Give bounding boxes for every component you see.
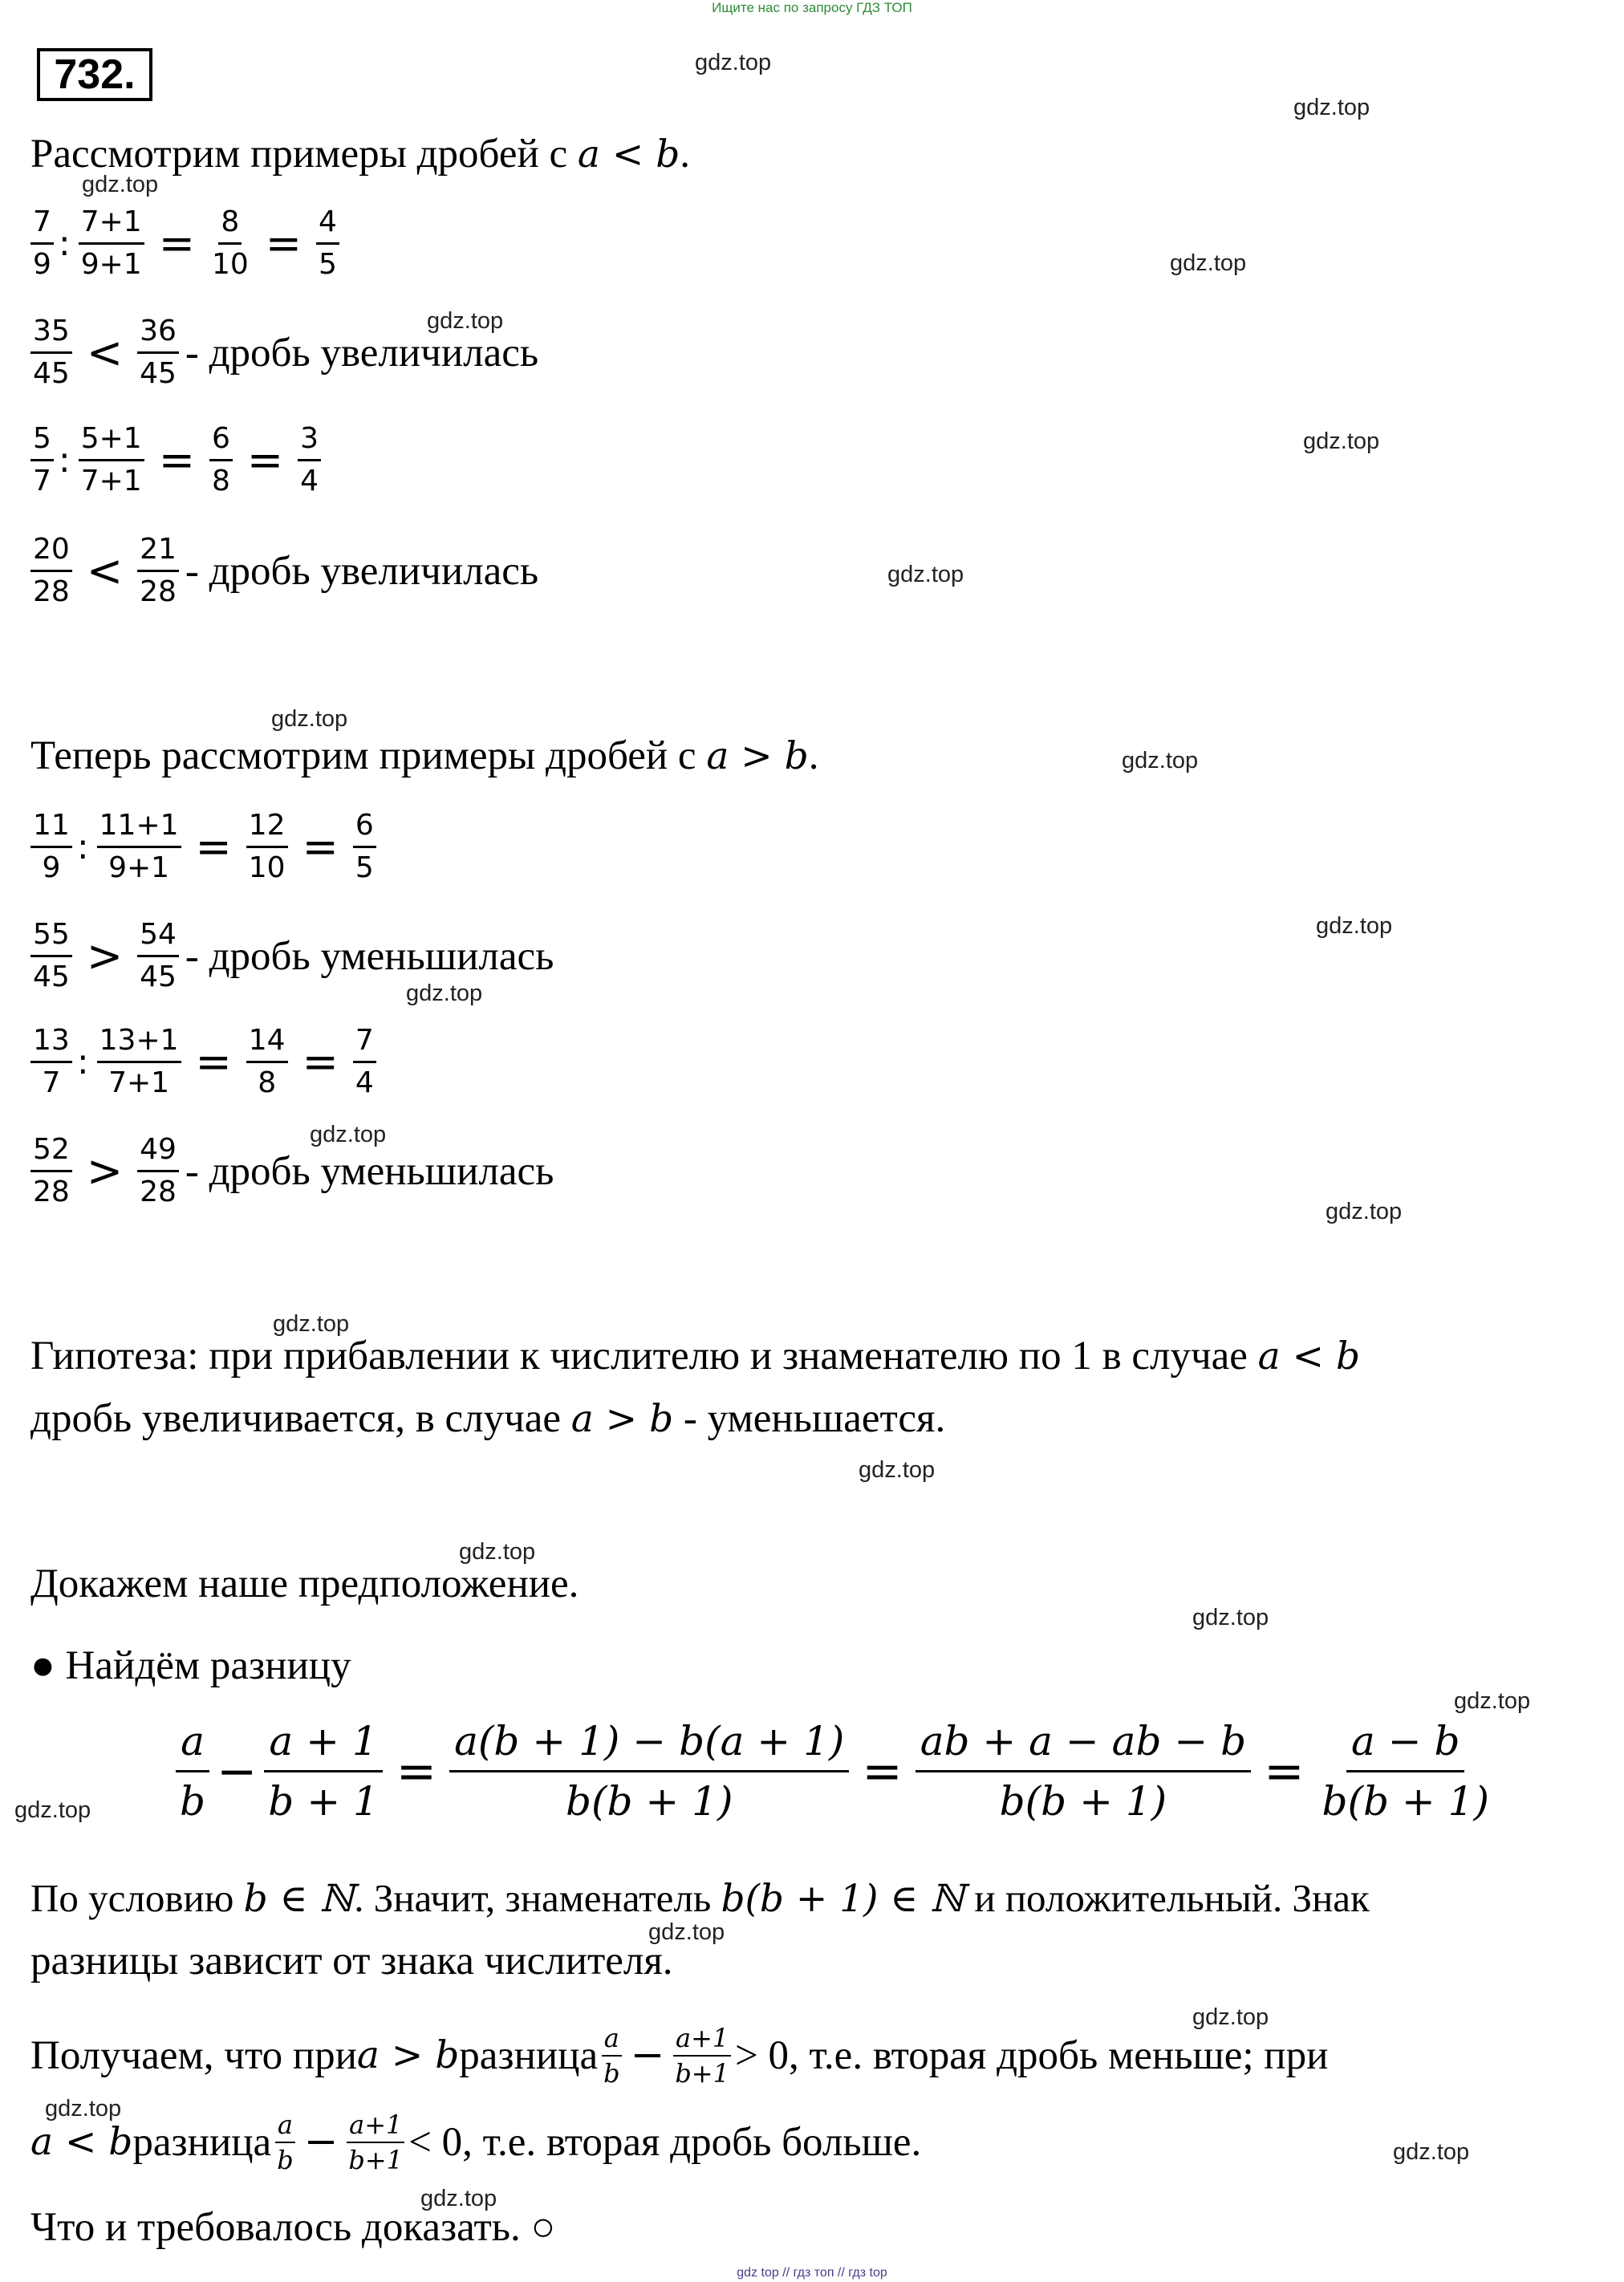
watermark: gdz.top bbox=[1393, 2139, 1470, 2165]
example-1: $\frac{7}{9}$ : $\frac{7+1}{9+1}$ = $\frac{8}{10}$ = $\frac{4}{5}$ bbox=[27, 205, 343, 282]
watermark: gdz.top bbox=[14, 1797, 91, 1823]
compare-4: $\frac{52}{28}$ > $\frac{49}{28}$ - дробь уменьшилась bbox=[27, 1133, 554, 1209]
watermark: gdz.top bbox=[273, 1311, 350, 1337]
watermark: gdz.top bbox=[420, 2186, 497, 2211]
watermark: gdz.top bbox=[1192, 1605, 1269, 1630]
watermark: gdz.top bbox=[1303, 428, 1380, 454]
prove-statement: Докажем наше предположение. bbox=[30, 1561, 579, 1606]
result-line-1: Получаем, что при a > b разница a b − $\frac{a+1}{b+1}$ > 0, т.е. вторая дробь меньше; при bbox=[30, 2023, 1329, 2089]
hypothesis-line-1: Гипотеза: при прибавлении к числителю и знаменателю по 1 в случае a < b bbox=[30, 1334, 1361, 1379]
watermark: gdz.top bbox=[1192, 2004, 1269, 2030]
compare-1: $\frac{35}{45}$ < $\frac{36}{45}$ - дробь увеличилась bbox=[27, 315, 538, 391]
watermark: gdz.top bbox=[887, 562, 964, 587]
find-difference: ● Найдём разницу bbox=[30, 1643, 351, 1688]
example-3: $\frac{11}{9}$ : $\frac{11+1}{9+1}$ = $\frac{12}{10}$ = $\frac{6}{5}$ bbox=[27, 809, 380, 885]
watermark: gdz.top bbox=[695, 50, 772, 75]
watermark: gdz.top bbox=[82, 172, 159, 197]
example-2: $\frac{5}{7}$ : $\frac{5+1}{7+1}$ = $\frac{6}{8}$ = $\frac{3}{4}$ bbox=[27, 422, 324, 498]
math-a-less-b: a < b bbox=[577, 132, 680, 177]
watermark: gdz.top bbox=[271, 706, 348, 732]
watermark: gdz.top bbox=[648, 1919, 725, 1945]
watermark: gdz.top bbox=[1454, 1688, 1531, 1714]
problem-number: 732. bbox=[37, 48, 152, 101]
example-4: $\frac{13}{7}$ : $\frac{13+1}{7+1}$ = $\frac{14}{8}$ = $\frac{7}{4}$ bbox=[27, 1024, 380, 1100]
watermark: gdz.top bbox=[1170, 250, 1247, 276]
compare-2: $\frac{20}{28}$ < $\frac{21}{28}$ - дробь увеличилась bbox=[27, 533, 538, 609]
bottom-banner: gdz top // гдз топ // гдз top bbox=[737, 2266, 887, 2280]
watermark: gdz.top bbox=[1293, 95, 1370, 120]
math-a-greater-b: a > b bbox=[706, 734, 809, 778]
condition-line-2: разницы зависит от знака числителя. bbox=[30, 1939, 673, 1984]
intro-greater: Теперь рассмотрим примеры дробей с a > b. bbox=[30, 733, 819, 778]
watermark: gdz.top bbox=[406, 981, 483, 1006]
intro-less: Рассмотрим примеры дробей с a < b. bbox=[30, 132, 691, 177]
watermark: gdz.top bbox=[1316, 913, 1393, 939]
condition-line-1: По условию b ∈ ℕ. Значит, знаменатель b(b + 1) ∈ ℕ и положительный. Знак bbox=[30, 1876, 1370, 1921]
watermark: gdz.top bbox=[859, 1457, 936, 1483]
conclusion: Что и требовалось доказать. ○ bbox=[30, 2205, 556, 2250]
watermark: gdz.top bbox=[1122, 748, 1199, 774]
difference-formula: a b − $\frac{a + 1}{b + 1}$ = $\frac{a(b + 1) - b(a + 1)}{b(b + 1)}$ = $\frac{ab + a - ab - b}{b(b + 1)}$ = $\frac{a - b}{b(b + 1)}$ bbox=[170, 1717, 1499, 1825]
watermark: gdz.top bbox=[310, 1122, 387, 1147]
hypothesis-line-2: дробь увеличивается, в случае a > b - уменьшается. bbox=[30, 1396, 946, 1441]
top-banner: Ищите нас по запросу ГДЗ ТОП bbox=[712, 0, 912, 15]
watermark: gdz.top bbox=[459, 1539, 536, 1565]
watermark: gdz.top bbox=[1326, 1199, 1403, 1224]
compare-3: $\frac{55}{45}$ > $\frac{54}{45}$ - дробь уменьшилась bbox=[27, 918, 554, 994]
watermark: gdz.top bbox=[45, 2096, 122, 2122]
watermark: gdz.top bbox=[427, 308, 504, 334]
result-line-2: a < b разница a b − $\frac{a+1}{b+1}$ < 0, т.е. вторая дробь больше. bbox=[30, 2109, 922, 2175]
